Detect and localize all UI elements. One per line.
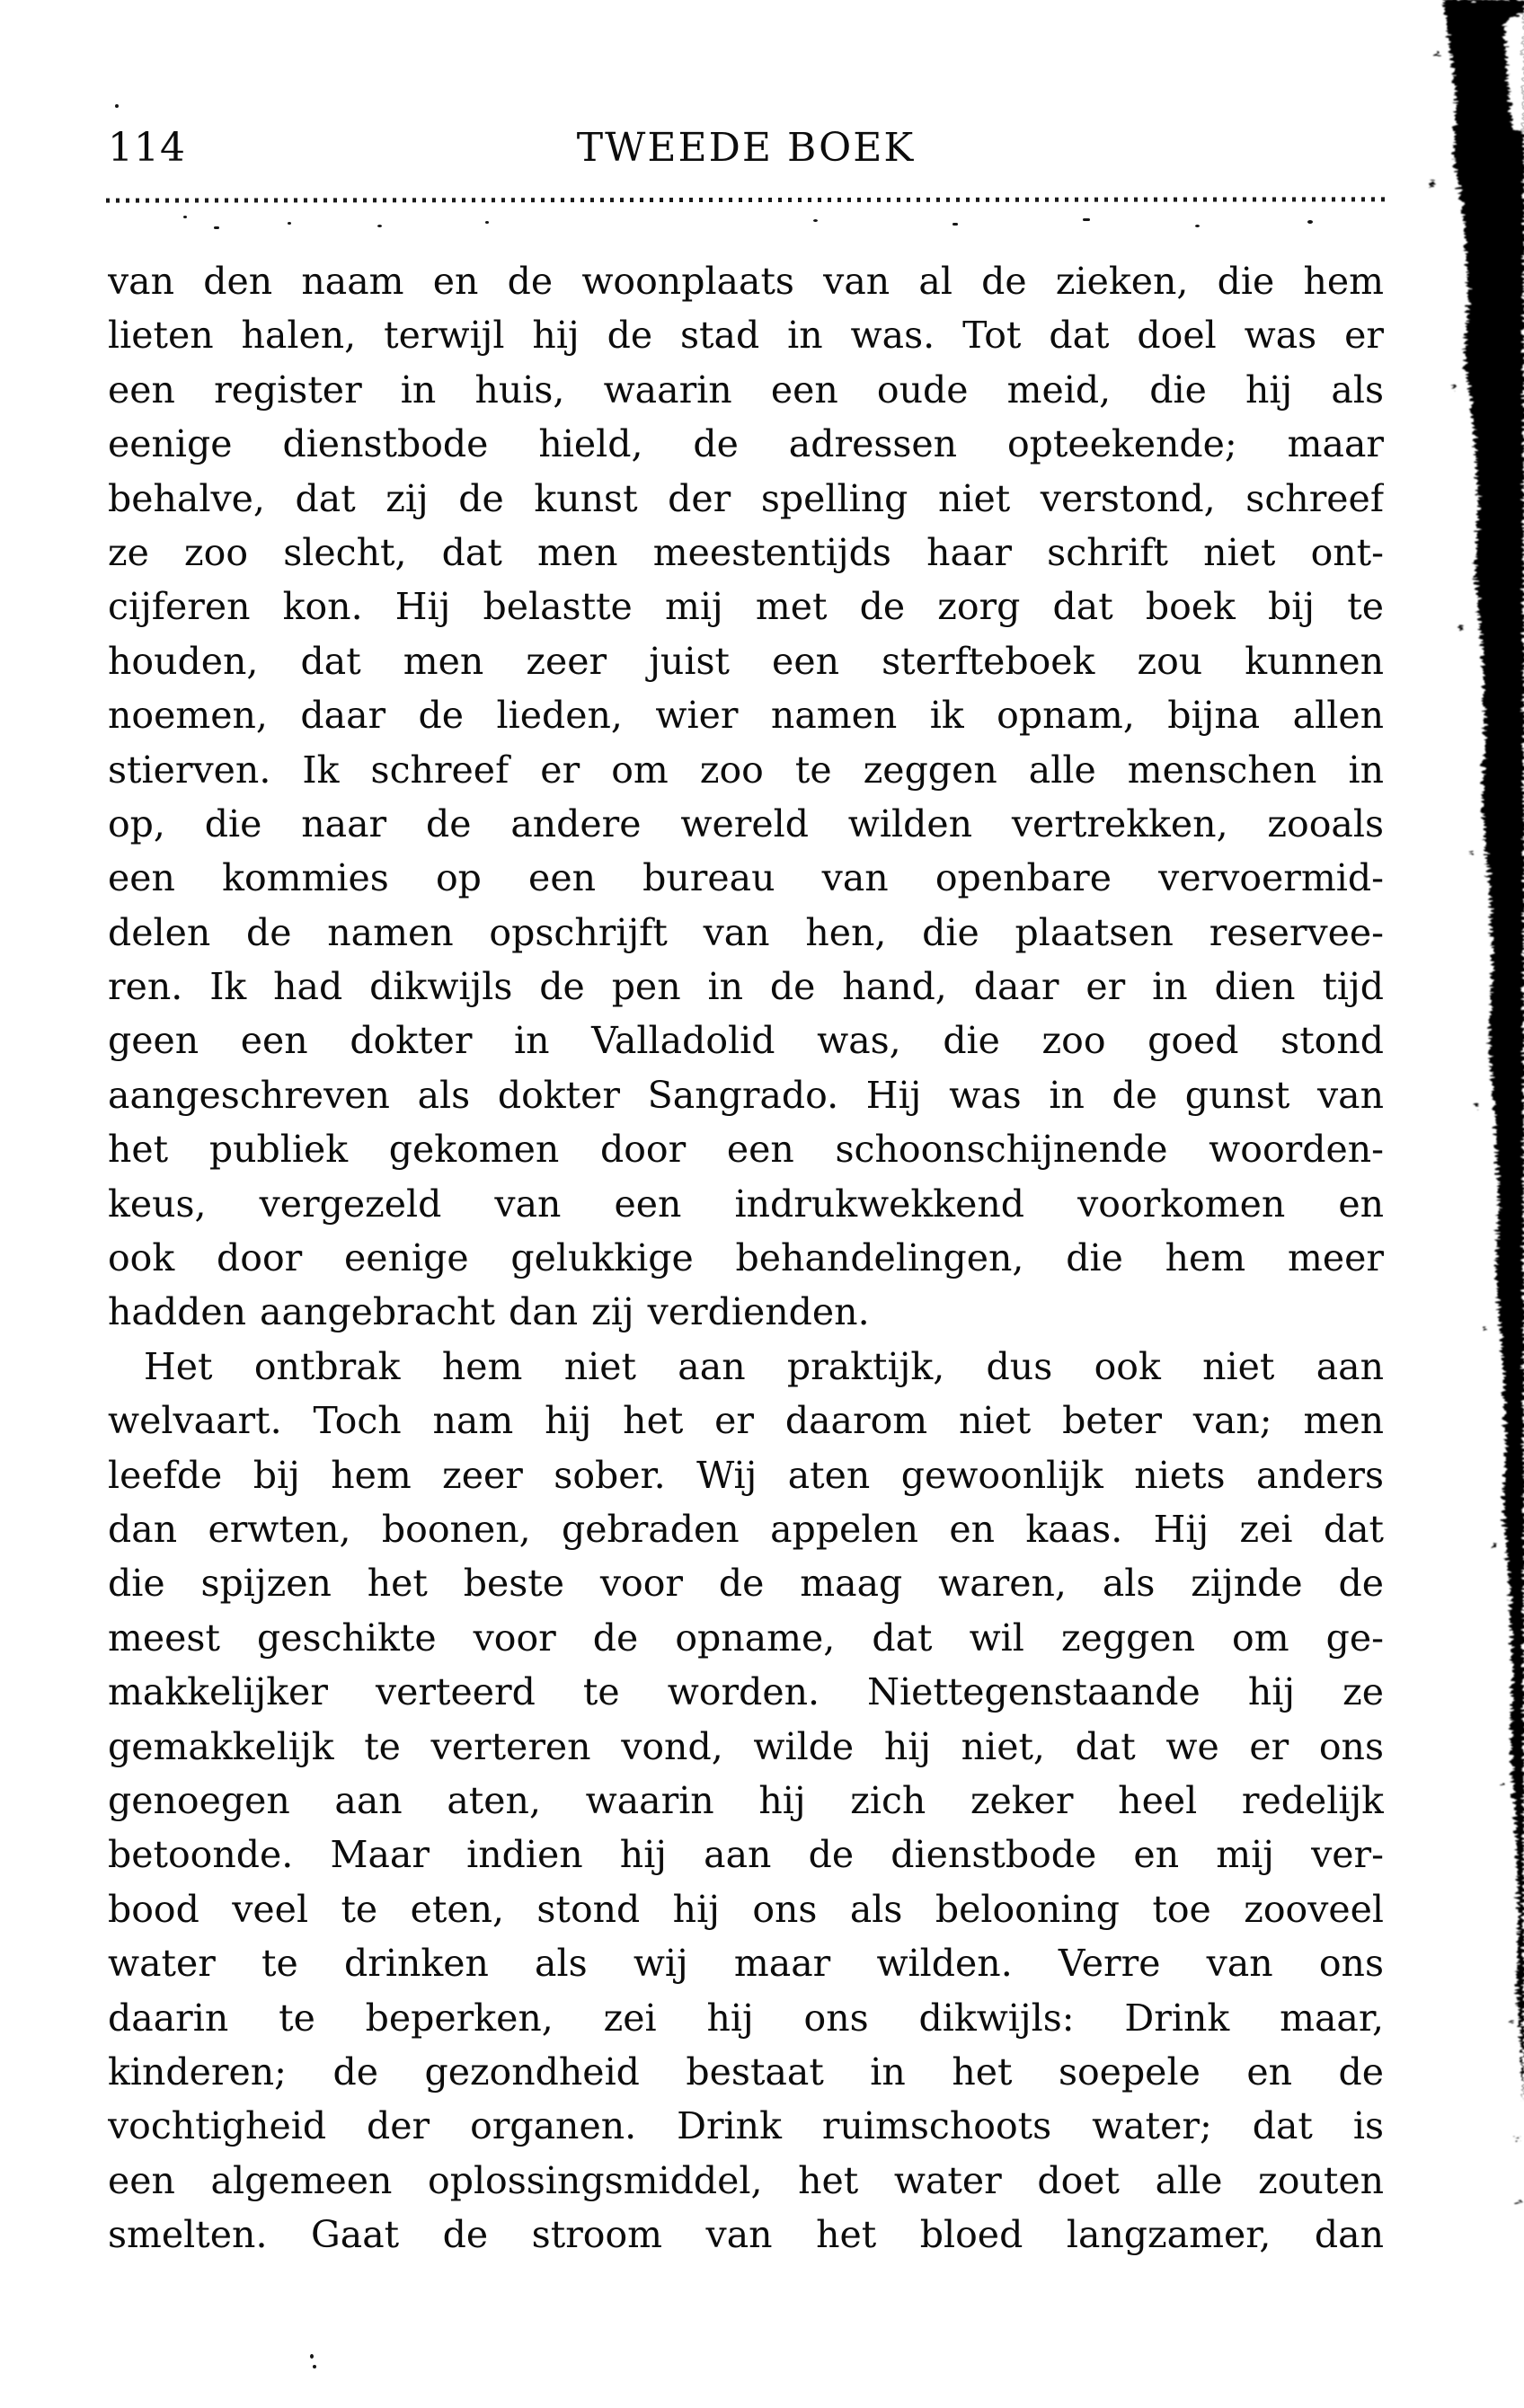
text-line: ze zoo slecht, dat men meestentijds haar schrift niet ont- xyxy=(108,530,1384,574)
ink-speck xyxy=(377,225,382,227)
text-line: een algemeen oplossingsmiddel, het water doet alle zouten xyxy=(108,2158,1384,2202)
ink-speck xyxy=(1083,218,1090,221)
running-head xyxy=(108,126,1384,171)
ink-speck xyxy=(1195,225,1200,227)
ink-speck xyxy=(1307,220,1313,224)
text-line: kinderen; de gezondheid bestaat in het soepele en de xyxy=(108,2049,1384,2094)
text-line: aangeschreven als dokter Sangrado. Hij was in de gunst van xyxy=(108,1073,1384,1117)
text-line: meest geschikte voor de opname, dat wil zeggen om ge- xyxy=(108,1616,1384,1660)
dotted-rule-divider xyxy=(106,197,1389,202)
text-line: genoegen aan aten, waarin hij zich zeker heel redelijk xyxy=(108,1778,1384,1822)
text-line: geen een dokter in Valladolid was, die zoo goed stond xyxy=(108,1019,1384,1063)
ink-speck xyxy=(214,226,219,229)
text-line: betoonde. Maar indien hij aan de dienstbode en mij ver- xyxy=(108,1833,1384,1877)
text-line: behalve, dat zij de kunst der spelling niet verstond, schreef xyxy=(108,476,1384,520)
text-line: eenige dienstbode hield, de adressen opteekende; maar xyxy=(108,422,1384,466)
text-line: die spijzen het beste voor de maag waren, als zijnde de xyxy=(108,1562,1384,1606)
text-line: smelten. Gaat de stroom van het bloed langzamer, dan xyxy=(108,2213,1384,2257)
text-line: welvaart. Toch nam hij het er daarom niet beter van; men xyxy=(108,1399,1384,1443)
ink-speck xyxy=(313,2365,316,2368)
text-line: makkelijker verteerd te worden. Niettegenstaande hij ze xyxy=(108,1670,1384,1714)
text-line: op, die naar de andere wereld wilden vertrekken, zooals xyxy=(108,801,1384,845)
text-line: ook door eenige gelukkige behandelingen, die hem meer xyxy=(108,1236,1384,1280)
ink-speck xyxy=(183,216,187,218)
ink-speck xyxy=(310,2354,314,2359)
header-title: TWEEDE BOEK xyxy=(576,125,916,171)
gutter-shadow xyxy=(1398,0,1524,2408)
text-line: bood veel te eten, stond hij ons als belooning toe zooveel xyxy=(108,1887,1384,1931)
text-line: leefde bij hem zeer sober. Wij aten gewoonlijk niets anders xyxy=(108,1453,1384,1497)
body-text xyxy=(108,254,1384,2262)
text-line: het publiek gekomen door een schoonschijnende woorden- xyxy=(108,1128,1384,1172)
text-line: Het ontbrak hem niet aan praktijk, dus ook niet aan xyxy=(144,1344,1384,1388)
text-line: daarin te beperken, zei hij ons dikwijls: Drink maar, xyxy=(108,1996,1384,2040)
text-line: dan erwten, boonen, gebraden appelen en kaas. Hij zei dat xyxy=(108,1507,1384,1551)
text-line: een register in huis, waarin een oude meid, die hij als xyxy=(108,367,1384,412)
text-line: lieten halen, terwijl hij de stad in was. Tot dat doel was er xyxy=(108,314,1384,358)
text-line: hadden aangebracht dan zij verdienden. xyxy=(108,1290,870,1334)
text-line: een kommies op een bureau van openbare vervoermid- xyxy=(108,856,1384,900)
text-line: noemen, daar de lieden, wier namen ik opnam, bijna allen xyxy=(108,694,1384,738)
text-line: cijferen kon. Hij belastte mij met de zorg dat boek bij te xyxy=(108,585,1384,629)
ink-speck xyxy=(952,223,958,226)
text-line: van den naam en de woonplaats van al de zieken, die hem xyxy=(108,260,1384,303)
page-number: 114 xyxy=(108,125,186,171)
ink-speck xyxy=(813,219,818,222)
text-line: water te drinken als wij maar wilden. Verre van ons xyxy=(108,1942,1384,1986)
text-line: keus, vergezeld van een indrukwekkend voorkomen en xyxy=(108,1182,1384,1226)
ink-speck xyxy=(115,104,119,108)
text-line: delen de namen opschrijft van hen, die plaatsen reservee- xyxy=(108,910,1384,954)
text-line: houden, dat men zeer juist een sterfteboek zou kunnen xyxy=(108,639,1384,683)
ink-speck xyxy=(288,222,291,225)
text-line: stierven. Ik schreef er om zoo te zeggen alle menschen in xyxy=(108,748,1384,792)
text-line: vochtigheid der organen. Drink ruimschoots water; dat is xyxy=(108,2104,1384,2148)
text-line: ren. Ik had dikwijls de pen in de hand, daar er in dien tijd xyxy=(108,965,1384,1009)
text-line: gemakkelijk te verteren vond, wilde hij niet, dat we er ons xyxy=(108,1724,1384,1768)
ink-speck xyxy=(485,221,489,224)
